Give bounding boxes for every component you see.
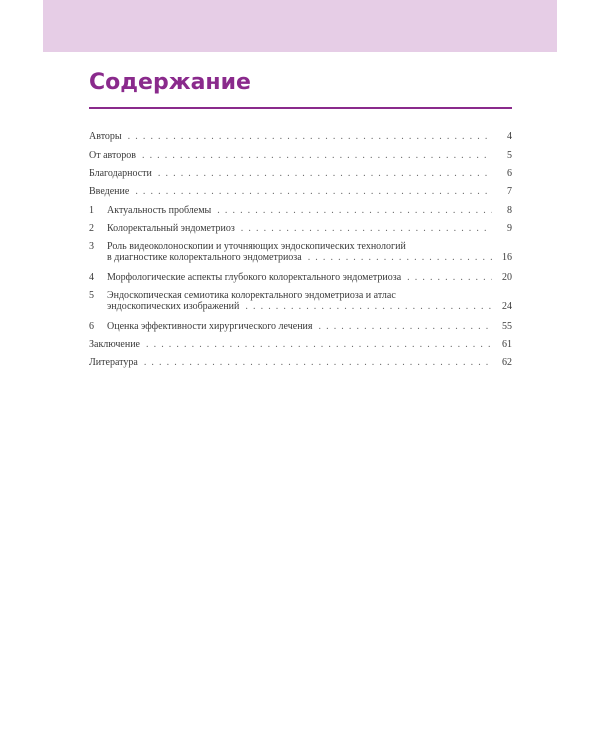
toc-entry-title: эндоскопических изображений: [107, 301, 240, 312]
leader-dots: [407, 272, 492, 283]
leader-dots: [308, 252, 492, 263]
toc-entry-acknowledgements[interactable]: [89, 168, 512, 179]
leader-dots: [135, 186, 492, 197]
leader-dots: [158, 168, 492, 179]
toc-entry-title: Колоректальный эндометриоз: [107, 223, 235, 234]
toc-entry-page: 62: [502, 357, 512, 368]
chapter-number: 3: [89, 241, 94, 252]
toc-entry-title-line-1: Роль видеоколоноскопии и уточняющих эндоскопических технологий: [107, 241, 406, 252]
chapter-number: 5: [89, 290, 94, 301]
chapter-number: 6: [89, 321, 94, 332]
toc-entry-page: 9: [507, 223, 512, 234]
chapter-number: 1: [89, 205, 94, 216]
toc-entry-references[interactable]: [89, 357, 512, 368]
toc-entry-title: Литература: [89, 357, 138, 368]
toc-entry-authors[interactable]: [89, 131, 512, 142]
title-rule: [89, 107, 512, 109]
toc-entry-page: 16: [502, 252, 512, 263]
toc-entry-title: Морфологические аспекты глубокого колоректального эндометриоза: [107, 272, 402, 283]
chapter-number: 4: [89, 272, 94, 283]
leader-dots: [128, 131, 492, 142]
toc-entry-chapter-2[interactable]: [89, 223, 512, 234]
toc-entry-from-authors[interactable]: [89, 150, 512, 161]
toc-entry-title: в диагностике колоректального эндометриоза: [107, 252, 302, 263]
toc-entry-page: 8: [507, 205, 512, 216]
toc-entry-chapter-4[interactable]: [89, 272, 512, 283]
leader-dots: [319, 321, 493, 332]
toc-entry-page: 61: [502, 339, 512, 350]
toc-entry-introduction[interactable]: [89, 186, 512, 197]
header-band: [43, 0, 557, 52]
toc-entry-title: Заключение: [89, 339, 140, 350]
toc-entry-page: 6: [507, 168, 512, 179]
chapter-number: 2: [89, 223, 94, 234]
toc-entry-title: Оценка эффективности хирургического лечения: [107, 321, 313, 332]
toc-entry-title: Благодарности: [89, 168, 152, 179]
toc-entry-title: Введение: [89, 186, 130, 197]
leader-dots: [146, 339, 492, 350]
toc-entry-page: 4: [507, 131, 512, 142]
toc-entry-page: 55: [502, 321, 512, 332]
leader-dots: [245, 301, 492, 312]
toc-entry-page: 7: [507, 186, 512, 197]
toc-entry-title: Актуальность проблемы: [107, 205, 212, 216]
leader-dots: [217, 205, 492, 216]
toc-entry-chapter-6[interactable]: [89, 321, 512, 332]
toc-entry-title: От авторов: [89, 150, 136, 161]
toc-entry-conclusion[interactable]: [89, 339, 512, 350]
toc-entry-title: Авторы: [89, 131, 122, 142]
toc-entry-chapter-1[interactable]: [89, 205, 512, 216]
leader-dots: [144, 357, 492, 368]
toc-entry-title-line-1: Эндоскопическая семиотика колоректального эндометриоза и атлас: [107, 290, 396, 301]
toc-entry-page: 5: [507, 150, 512, 161]
toc-entry-page: 20: [502, 272, 512, 283]
toc-entry-chapter-5[interactable]: [89, 290, 512, 312]
leader-dots: [142, 150, 492, 161]
toc-entry-chapter-3[interactable]: [89, 241, 512, 263]
leader-dots: [241, 223, 492, 234]
toc-entry-page: 24: [502, 301, 512, 312]
page-title: Содержание: [89, 70, 251, 95]
